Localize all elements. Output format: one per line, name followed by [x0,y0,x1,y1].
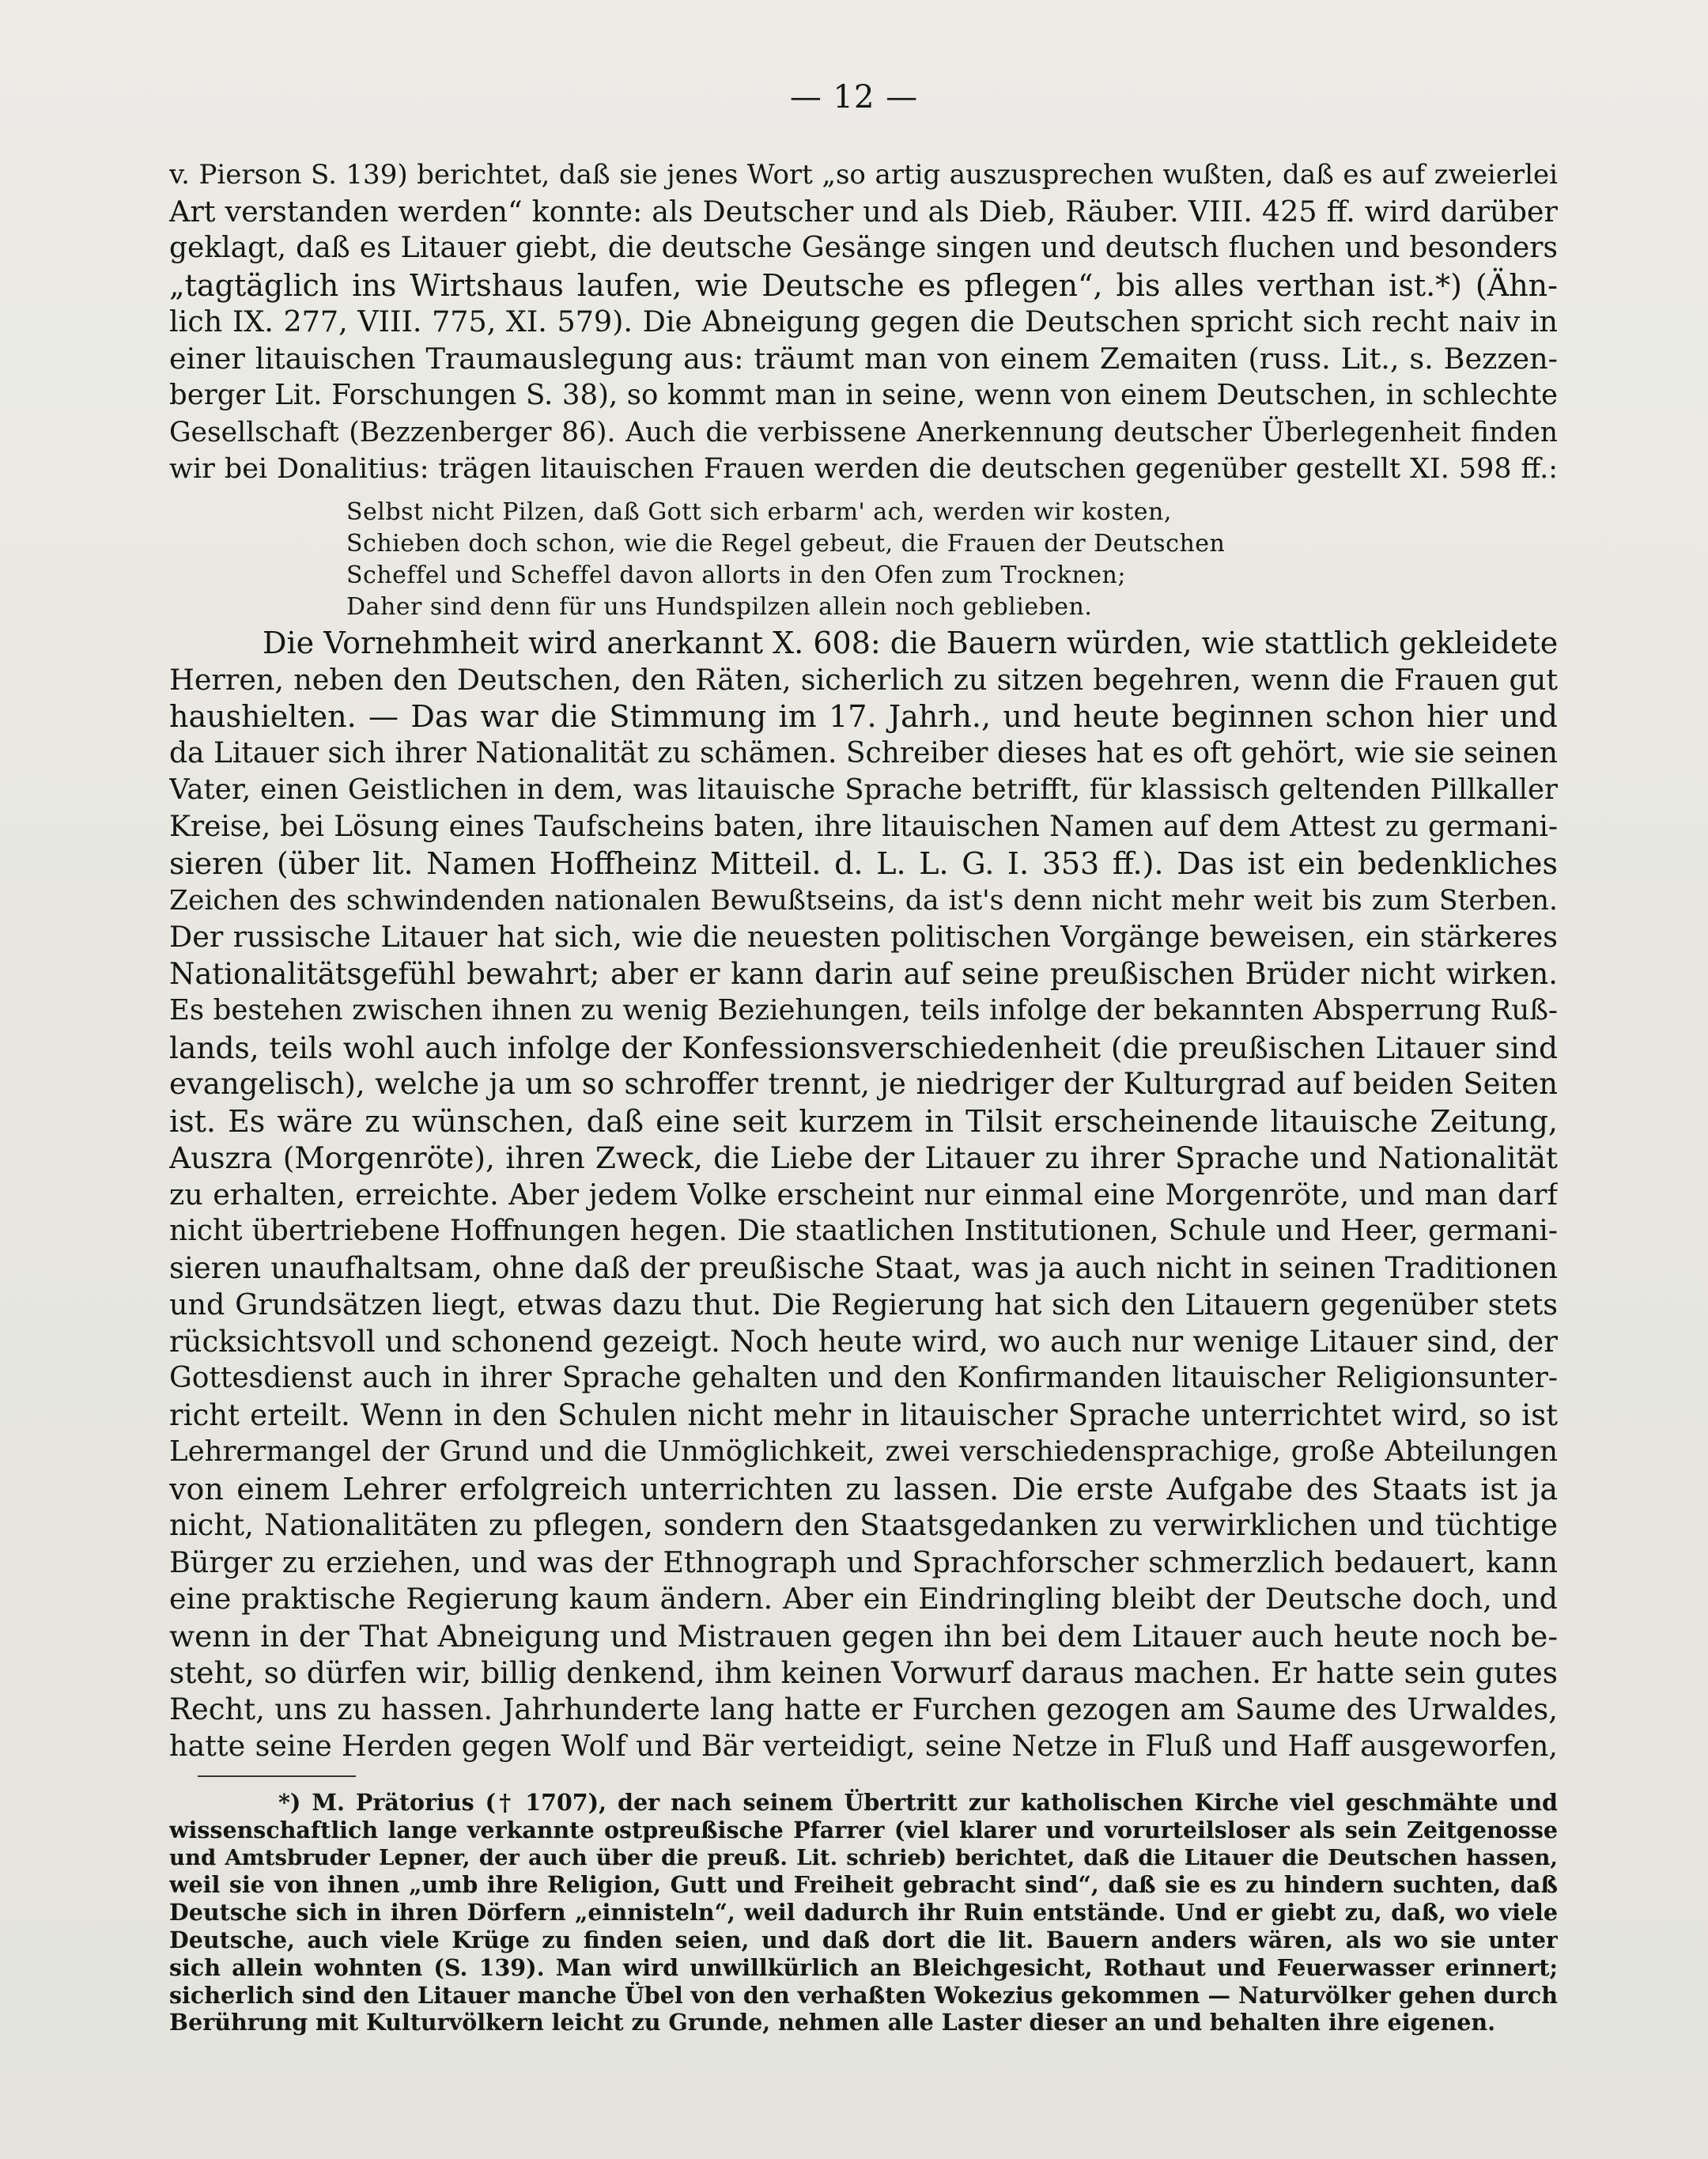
text-line: ist. Es wäre zu wünschen, daß eine seit kurzem in Tilsit erscheinende litauische Zeitung, [169,1103,1558,1139]
text-line: richt erteilt. Wenn in den Schulen nicht mehr in litauischer Sprache unterrichtet wird, so ist [169,1397,1558,1432]
text-line: einer litauischen Traumauslegung aus: träumt man von einem Zemaiten (russ. Lit., s. Bezzen- [169,341,1558,376]
footnote-line: weil sie von ihnen „umb ihre Religion, Gutt und Freiheit gebracht sind“, daß sie es zu hindern suchten, daß [169,1871,1558,1899]
text-line: evangelisch), welche ja um so schroffer trennt, je niedriger der Kulturgrad auf beiden Seiten [169,1067,1558,1101]
verse-line: Schieben doch schon, wie die Regel gebeut, die Frauen der Deutschen [346,530,1226,558]
text-line: steht, so dürfen wir, billig denkend, ihm keinen Vorwurf daraus machen. Er hatte sein gutes [169,1655,1558,1690]
text-line: eine praktische Regierung kaum ändern. Aber ein Eindringling bleibt der Deutsche doch, und [169,1582,1558,1616]
text-line: Art verstanden werden“ konnte: als Deutscher und als Dieb, Räuber. VIII. 425 ff. wird darüber [169,194,1558,229]
footnote-line: sich allein wohnten (S. 139). Man wird unwillkürlich an Bleichgesicht, Rothaut und Feuerwasser erinnert; [169,1953,1558,1981]
page-number: — 12 — [789,79,919,115]
text-line: Gottesdienst auch in ihrer Sprache gehalten und den Konfirmanden litauischer Religionsunter- [169,1362,1558,1394]
footnote-line: wissenschaftlich lange verkannte ostpreußische Pfarrer (viel klarer und vorurteilsloser als sein Zeitgenosse [169,1816,1558,1843]
text-line: „tagtäglich ins Wirtshaus laufen, wie Deutsche es pflegen“, bis alles verthan ist.*) (Ähn- [169,267,1558,303]
text-line: berger Lit. Forschungen S. 38), so kommt man in seine, wenn von einem Deutschen, in schlechte [169,379,1558,411]
text-line: lands, teils wohl auch infolge der Konfessionsverschiedenheit (die preußischen Litauer sind [169,1030,1558,1065]
text-line: rücksichtsvoll und schonend gezeigt. Noch heute wird, wo auch nur wenige Litauer sind, der [169,1324,1558,1359]
text-line: sieren (über lit. Namen Hoffheinz Mitteil. d. L. L. G. I. 353 ff.). Das ist ein bedenkliches [169,846,1558,881]
text-line: Recht, uns zu hassen. Jahrhunderte lang hatte er Furchen gezogen am Saume des Urwaldes, [169,1692,1558,1726]
text-line: Die Vornehmheit wird anerkannt X. 608: die Bauern würden, wie stattlich gekleidete [263,626,1558,660]
footnote-line: Deutsche, auch viele Krüge zu finden seien, und daß dort die lit. Bauern anders wären, als wo sie unter [169,1926,1558,1953]
text-line: haushielten. — Das war die Stimmung im 17. Jahrh., und heute beginnen schon hier und [169,699,1558,734]
text-line: lich IX. 277, VIII. 775, XI. 579). Die Abneigung gegen die Deutschen spricht sich recht naiv in [169,304,1558,338]
text-line: zu erhalten, erreichte. Aber jedem Volke erscheint nur einmal eine Morgenröte, und man darf [169,1177,1558,1212]
footnote-line: sicherlich sind den Litauer manche Übel von den verhaßten Wokezius gekommen — Naturvölker gehen durch [169,1981,1558,2009]
text-line: sieren unaufhaltsam, ohne daß der preußische Staat, was ja auch nicht in seinen Traditionen [169,1250,1558,1285]
text-line: nicht übertriebene Hoffnungen hegen. Die staatlichen Institutionen, Schule und Heer, germani- [169,1215,1558,1247]
text-line: Auszra (Morgenröte), ihren Zweck, die Liebe der Litauer zu ihrer Sprache und Nationalität [169,1140,1558,1175]
text-line: und Grundsätzen liegt, etwas dazu thut. Die Regierung hat sich den Litauern gegenüber stets [169,1287,1558,1321]
text-line: wir bei Donalitius: trägen litauischen Frauen werden die deutschen gegenüber gestellt XI. 598 ff.: [169,453,1558,485]
footnote-line: *) M. Prätorius († 1707), der nach seinem Übertritt zur katholischen Kirche viel geschmähte und [278,1789,1558,1816]
text-line: nicht, Nationalitäten zu pflegen, sondern den Staatsgedanken zu verwirklichen und tüchtige [169,1508,1558,1542]
text-line: geklagt, daß es Litauer giebt, die deutsche Gesänge singen und deutsch fluchen und besonders [169,232,1558,264]
footnote-line: Deutsche sich in ihren Dörfern „einnisteln“, weil dadurch ihr Ruin entstände. Und er giebt zu, daß, wo viele [169,1899,1558,1926]
text-line: v. Pierson S. 139) berichtet, daß sie jenes Wort „so artig auszusprechen wußten, daß es auf zweierlei [169,159,1558,191]
text-line: da Litauer sich ihrer Nationalität zu schämen. Schreiber dieses hat es oft gehört, wie sie seinen [169,736,1558,769]
text-line: Der russische Litauer hat sich, wie die neuesten politischen Vorgänge beweisen, ein stärkeres [169,920,1558,954]
paragraph-1 [169,157,1558,488]
text-line: Bürger zu erziehen, und was der Ethnograph und Sprachforscher schmerzlich bedauert, kann [169,1545,1558,1579]
text-line: wenn in der That Abneigung und Mistrauen gegen ihn bei dem Litauer auch heute noch be- [169,1618,1558,1654]
footnote [169,1789,1558,2036]
text-line: Lehrermangel der Grund und die Unmöglichkeit, zwei verschiedensprachige, große Abteilungen [169,1435,1558,1468]
text-line: Gesellschaft (Bezzenberger 86). Auch die verbissene Anerkennung deutscher Überlegenheit finden [169,416,1558,448]
verse-quotation [346,497,1225,623]
text-line: hatte seine Herden gegen Wolf und Bär verteidigt, seine Netze in Fluß und Haff ausgeworfen, [169,1729,1558,1763]
text-line: Es bestehen zwischen ihnen zu wenig Beziehungen, teils infolge der bekannten Absperrung Ruß- [169,994,1558,1027]
verse-line: Scheffel und Scheffel davon allorts in den Ofen zum Trocknen; [346,561,1126,589]
footnote-line: Berührung mit Kulturvölkern leicht zu Grunde, nehmen alle Laster dieser an und behalten ihre eigenen. [169,2009,1496,2036]
footnote-line: und Amtsbruder Lepner, der auch über die preuß. Lit. schrieb) berichtet, daß die Litauer die Deutschen hassen, [169,1844,1558,1870]
text-line: Vater, einen Geistlichen in dem, was litauische Sprache betrifft, für klassisch geltenden Pillkaller [169,773,1558,806]
verse-line: Selbst nicht Pilzen, daß Gott sich erbarm' ach, werden wir kosten, [346,498,1172,526]
verse-line: Daher sind denn für uns Hundspilzen allein noch geblieben. [346,593,1093,621]
text-line: Kreise, bei Lösung eines Taufscheins baten, ihre litauischen Namen auf dem Attest zu germani- [169,810,1558,843]
text-line: von einem Lehrer erfolgreich unterrichten zu lassen. Die erste Aufgabe des Staats ist ja [169,1471,1558,1507]
text-line: Herren, neben den Deutschen, den Räten, sicherlich zu sitzen begehren, wenn die Frauen gut [169,662,1558,697]
footnote-separator [198,1775,356,1777]
text-line: Zeichen des schwindenden nationalen Bewußtseins, da ist's denn nicht mehr weit bis zum Sterben. [169,884,1558,917]
text-line: Nationalitätsgefühl bewahrt; aber er kann darin auf seine preußischen Brüder nicht wirken. [169,956,1558,991]
paragraph-2 [169,625,1558,1765]
